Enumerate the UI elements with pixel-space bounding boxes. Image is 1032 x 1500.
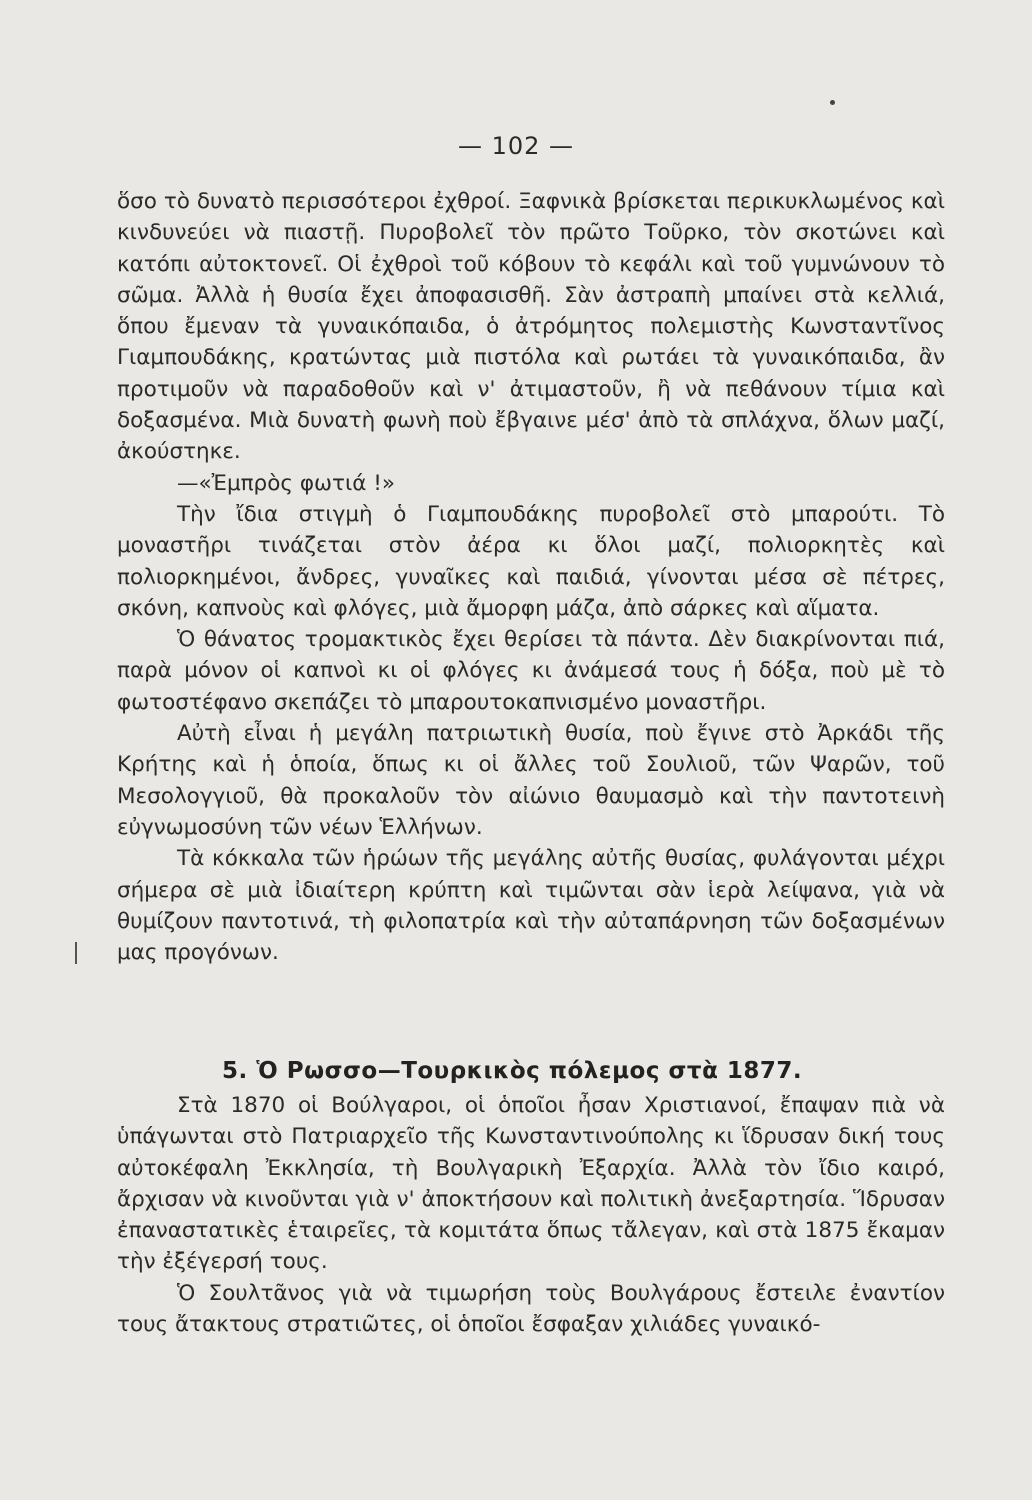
body-text-top [117,186,945,968]
paragraph-5: Τὰ κόκκαλα τῶν ἡρώων τῆς μεγάλης αὐτῆς θυσίας, φυλάγονται μέχρι σήμερα σὲ μιὰ ἰδιαίτερη κρύπτη καὶ τιμῶνται σὰν ἱερὰ λείψανα, γιὰ νὰ θυμίζουν παντοτινά, τὴ φιλοπατρία καὶ τὴν αὐταπάρνηση τῶν δοξασμένων μας προγόνων. [117,846,945,966]
paragraph-1: —«Ἐμπρὸς φωτιά !» [177,470,396,496]
section-heading: 5. Ὁ Ρωσσο—Τουρκικὸς πόλεμος στὰ 1877. [222,1058,803,1084]
paragraph-3: Ὁ θάνατος τρομακτικὸς ἔχει θερίσει τὰ πάντα. Δὲν διακρίνονται πιά, παρὰ μόνον οἱ καπνοὶ κι οἱ φλόγες κι ἀνάμεσά τους ἡ δόξα, ποὺ μὲ τὸ φωτοστέφανο σκεπάζει τὸ μπαρουτοκαπνισμένο μοναστῆρι. [117,627,945,715]
margin-mark [75,942,77,964]
body-text-bottom [117,1090,945,1340]
page-number: — 102 — [457,132,575,160]
scan-speck [830,100,835,105]
paragraph-4: Αὐτὴ εἶναι ἡ μεγάλη πατριωτικὴ θυσία, ποὺ ἔγινε στὸ Ἀρκάδι τῆς Κρήτης καὶ ἡ ὁποία, ὅπως κι οἱ ἄλλες τοῦ Σουλιοῦ, τῶν Ψαρῶν, τοῦ Μεσολογγιοῦ, θὰ προκαλοῦν τὸν αἰώνιο θαυμασμὸ καὶ τὴν παντοτεινὴ εὐγνωμοσύνη τῶν νέων Ἑλλήνων. [117,721,945,840]
paragraph-0: ὅσο τὸ δυνατὸ περισσότεροι ἐχθροί. Ξαφνικὰ βρίσκεται περικυκλωμένος καὶ κινδυνεύει νὰ πιαστῇ. Πυροβολεῖ τὸν πρῶτο Τοῦρκο, τὸν σκοτώνει καὶ κατόπι αὐτοκτονεῖ. Οἱ ἐχθροὶ τοῦ κόβουν τὸ κεφάλι καὶ τοῦ γυμνώνουν τὸ σῶμα. Ἀλλὰ ἡ θυσία ἔχει ἀποφασισθῆ. Σὰν ἀστραπὴ μπαίνει στὰ κελλιά, ὅπου ἔμεναν τὰ γυναικόπαιδα, ὁ ἀτρόμητος πολεμιστὴς Κωνσταντῖνος Γιαμπουδάκης, κρατώντας μιὰ πιστόλα καὶ ρωτάει τὰ γυναικόπαιδα, ἂν προτιμοῦν νὰ παραδοθοῦν καὶ ν' ἀτιμαστοῦν, ἢ νὰ πεθάνουν τίμια καὶ δοξασμένα. Μιὰ δυνατὴ φωνὴ ποὺ ἔβγαινε μέσ' ἀπὸ τὰ σπλάχνα, ὅλων μαζί, ἀκούστηκε. [117,189,945,465]
paragraph-7: Ὁ Σουλτᾶνος γιὰ νὰ τιμωρήση τοὺς Βουλγάρους ἔστειλε ἐναντίον τους ἄτακτους στρατιῶτες, οἱ ὁποῖοι ἔσφαξαν χιλιάδες γυναικό- [117,1280,945,1338]
paragraph-2: Τὴν ἴδια στιγμὴ ὁ Γιαμπουδάκης πυροβολεῖ στὸ μπαρούτι. Τὸ μοναστῆρι τινάζεται στὸν ἀέρα κι ὅλοι μαζί, πολιορκητὲς καὶ πολιορκημένοι, ἄνδρες, γυναῖκες καὶ παιδιά, γίνονται μέσα σὲ πέτρες, σκόνη, καπνοὺς καὶ φλόγες, μιὰ ἄμορφη μάζα, ἀπὸ σάρκες καὶ αἵματα. [117,501,945,621]
paragraph-6: Στὰ 1870 οἱ Βούλγαροι, οἱ ὁποῖοι ἦσαν Χριστιανοί, ἔπαψαν πιὰ νὰ ὑπάγωνται στὸ Πατριαρχεῖο τῆς Κωνσταντινούπολης κι ἵδρυσαν δική τους αὐτοκέφαλη Ἐκκλησία, τὴ Βουλγαρικὴ Ἐξαρχία. Ἀλλὰ τὸν ἴδιο καιρό, ἄρχισαν νὰ κινοῦνται γιὰ ν' ἀποκτήσουν καὶ πολιτικὴ ἀνεξαρτησία. Ἵδρυσαν ἐπαναστατικὲς ἑταιρεῖες, τὰ κομιτάτα ὅπως τἄλεγαν, καὶ στὰ 1875 ἔκαμαν τὴν ἐξέγερσή τους. [117,1093,945,1275]
